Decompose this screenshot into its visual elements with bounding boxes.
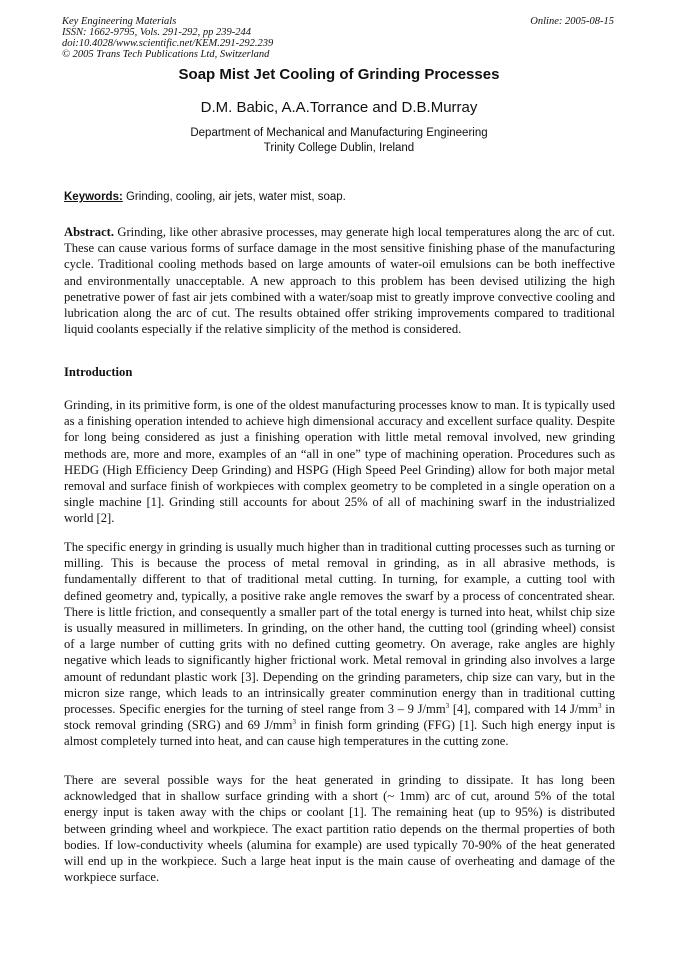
superscript-3: 3	[292, 718, 296, 727]
intro-paragraph-2-text-d: in finish form grinding (FFG) [1]. Such high energy input is almost completely turned into heat, and can cause high temperatures in the cutting zone.	[64, 718, 615, 749]
issn-line: ISSN: 1662-9795, Vols. 291-292, pp 239-244	[62, 27, 251, 38]
abstract	[64, 224, 615, 337]
paper-title: Soap Mist Jet Cooling of Grinding Processes	[178, 66, 500, 83]
superscript-3: 3	[445, 702, 450, 711]
intro-paragraph-2-text-c: in stock removal grinding (SRG) and 69 J/mm	[64, 702, 615, 733]
online-date: Online: 2005-08-15	[530, 16, 614, 27]
intro-paragraph-2	[64, 539, 615, 750]
affiliation	[0, 126, 678, 156]
copyright-line: © 2005 Trans Tech Publications Ltd, Switzerland	[62, 49, 270, 60]
abstract-label: Abstract.	[64, 225, 115, 239]
section-heading-introduction: Introduction	[64, 365, 133, 379]
intro-paragraph-2-text-a: The specific energy in grinding is usually much higher than in traditional cutting processes such as turning or milling. This is because the process of metal removal in grinding, as in all abrasive methods, is fundamentally different to that of traditional metal cutting. In turning, for example, a cutting tool with defined geometry and, typically, a positive rake angle removes the swarf by a process of concentrated shear. There is little friction, and consequently a smaller part of the total energy is turned into heat, whilst chip size is usually measured in millimeters. In grinding, on the other hand, the cutting tool (grinding wheel) consist of a large number of cutting grits with no defined cutting geometry. On average, rake angles are highly negative which leads to significantly higher frictional work. Metal removal in grinding also involves a large amount of redundant plastic work [3]. Depending on the grinding parameters, chip size can vary, but in the micron size range, which leads to an intrinsically greater comminution energy than in traditional cutting processes. Specific energies for the turning of steel range from 3 – 9 J/mm	[64, 540, 615, 717]
keywords-label: Keywords:	[64, 191, 123, 203]
abstract-text: Grinding, like other abrasive processes, may generate high local temperatures along the arc of cut. These can cause various forms of surface damage in the most sensitive finishing phase of the manufacturing cycle. Traditional cooling methods based on large amounts of water-oil emulsions can be both ineffective and environmentally unacceptable. A new approach to this problem has been devised utilizing the high penetrative power of fast air jets combined with a water/soap mist to greatly improve convective cooling and lubrication along the arc of cut. The results obtained offer striking improvements compared to traditional liquid coolants especially if the relative simplicity of the method is considered.	[64, 225, 615, 337]
keywords	[64, 191, 615, 203]
affiliation-department: Department of Mechanical and Manufacturing Engineering	[190, 127, 488, 139]
journal-name: Key Engineering Materials	[62, 16, 177, 27]
affiliation-institution: Trinity College Dublin, Ireland	[263, 142, 415, 154]
intro-paragraph-1: Grinding, in its primitive form, is one of the oldest manufacturing processes know to man. It is typically used as a finishing operation intended to achieve high dimensional accuracy and excellent surface quality. Despite for long being considered as just a finishing operation with little metal removal involved, new grinding methods are, more and more, examples of an “all in one” type of machining operation. Procedures such as HEDG (High Efficiency Deep Grinding) and HSPG (High Speed Peel Grinding) allow for both major metal removal and surface finish of workpieces with complex geometry to be completed in a single operation on a single machine [1]. Grinding still accounts for about 25% of all of machining swarf in the industrialized world [2].	[64, 398, 615, 526]
keywords-text: Grinding, cooling, air jets, water mist, soap.	[122, 191, 346, 203]
doi-line: doi:10.4028/www.scientific.net/KEM.291-292.239	[62, 38, 274, 49]
superscript-3: 3	[598, 702, 602, 711]
journal-header	[62, 16, 614, 60]
intro-paragraph-3: There are several possible ways for the heat generated in grinding to dissipate. It has long been acknowledged that in shallow surface grinding with a short (~ 1mm) arc of cut, around 5% of the total energy input is taken away with the chips or coolant [1]. The remaining heat (up to 95%) is distributed between grinding wheel and workpiece. The exact partition ratio depends on the thermal properties of both bodies. If low-conductivity wheels (alumina for example) are used typically 70-90% of the heat generated will end up in the workpiece. Such a large heat input is the main cause of overheating and damage of the workpiece surface.	[64, 773, 615, 885]
intro-paragraph-2-text-b: [4], compared with 14 J/mm	[449, 702, 599, 717]
paper-authors: D.M. Babic, A.A.Torrance and D.B.Murray	[200, 99, 478, 116]
